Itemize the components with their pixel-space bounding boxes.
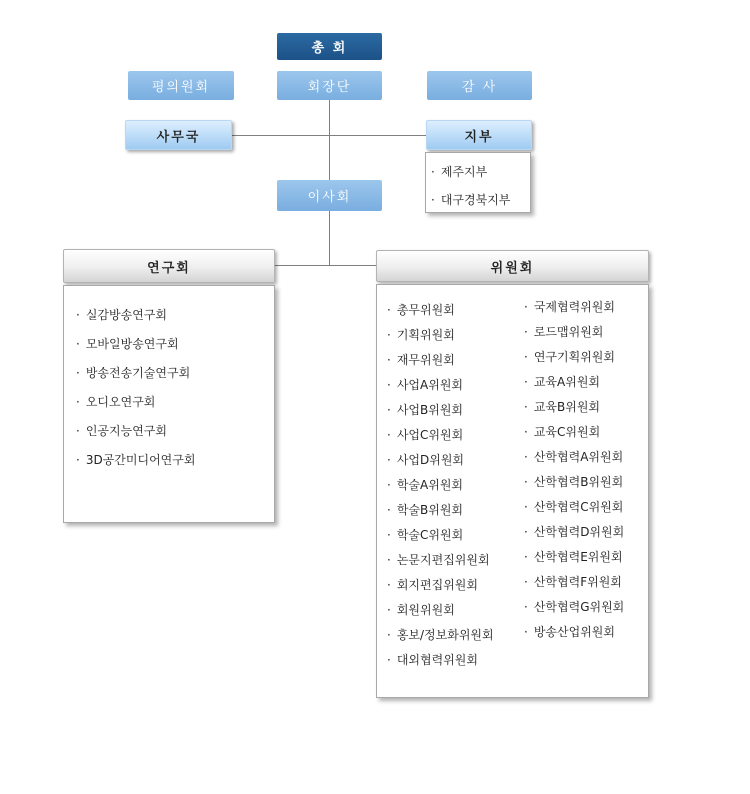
general-assembly-node (277, 33, 382, 60)
list-item: · 산학협력A위원회 (524, 450, 624, 464)
list-item: · 산학협력C위원회 (524, 500, 624, 514)
council-node (128, 71, 234, 100)
secretariat-node (125, 120, 232, 150)
research-groups-header (63, 249, 275, 283)
auditor-label: 감 사 (461, 80, 498, 95)
list-item: · 산학협력D위원회 (524, 525, 625, 539)
list-item: · 교육B위원회 (524, 400, 601, 414)
list-item: · 홍보/정보화위원회 (387, 628, 494, 642)
list-item: · 인공지능연구회 (76, 424, 167, 438)
list-item: · 사업A위원회 (387, 378, 463, 392)
list-item: · 회원위원회 (387, 603, 455, 617)
list-item: · 사업C위원회 (387, 428, 464, 442)
list-item: · 산학협력G위원회 (524, 600, 625, 614)
branch-node (426, 120, 532, 150)
list-item: · 회지편집위원회 (387, 578, 478, 592)
list-item: · 총무위원회 (387, 303, 455, 317)
list-item: · 사업D위원회 (387, 453, 465, 467)
list-item: · 사업B위원회 (387, 403, 464, 417)
list-item: · 모바일방송연구회 (76, 337, 179, 351)
list-item: · 3D공간미디어연구회 (76, 453, 196, 467)
list-item: · 학술A위원회 (387, 478, 463, 492)
connector-secretariat-branch (232, 135, 428, 136)
list-item: · 학술B위원회 (387, 503, 464, 517)
list-item: · 학술C위원회 (387, 528, 464, 542)
committees-panel (376, 284, 649, 698)
connector-research-committee (275, 265, 376, 266)
executive-label: 회장단 (307, 80, 352, 95)
list-item: · 교육C위원회 (524, 425, 601, 439)
auditor-node (427, 71, 532, 100)
list-item: · 대외협력위원회 (387, 653, 478, 667)
list-item: · 방송산업위원회 (524, 625, 615, 639)
list-item: · 연구기획위원회 (524, 350, 615, 364)
list-item: · 산학협력B위원회 (524, 475, 624, 489)
list-item: · 국제협력위원회 (524, 300, 615, 314)
list-item: · 제주지부 (431, 165, 488, 179)
secretariat-label: 사무국 (156, 129, 201, 145)
general-assembly-label: 총 회 (311, 41, 348, 56)
committees-label: 위원회 (490, 260, 535, 276)
board-node (277, 180, 382, 211)
branch-label: 지부 (464, 129, 494, 145)
research-groups-label: 연구회 (147, 260, 191, 276)
list-item: · 재무위원회 (387, 353, 455, 367)
board-label: 이사회 (307, 190, 352, 205)
list-item: · 오디오연구회 (76, 395, 156, 409)
executive-node (277, 71, 382, 100)
list-item: · 산학협력F위원회 (524, 575, 622, 589)
list-item: · 기획위원회 (387, 328, 455, 342)
list-item: · 로드맵위원회 (524, 325, 604, 339)
list-item: · 논문지편집위원회 (387, 553, 490, 567)
branch-list-panel (425, 152, 531, 213)
list-item: · 교육A위원회 (524, 375, 600, 389)
council-label: 평의원회 (151, 80, 211, 95)
list-item: · 방송전송기술연구회 (76, 366, 191, 380)
list-item: · 대구경북지부 (431, 193, 511, 207)
committees-header (376, 250, 649, 282)
research-groups-panel (63, 285, 275, 523)
list-item: · 실감방송연구회 (76, 308, 167, 322)
list-item: · 산학협력E위원회 (524, 550, 623, 564)
